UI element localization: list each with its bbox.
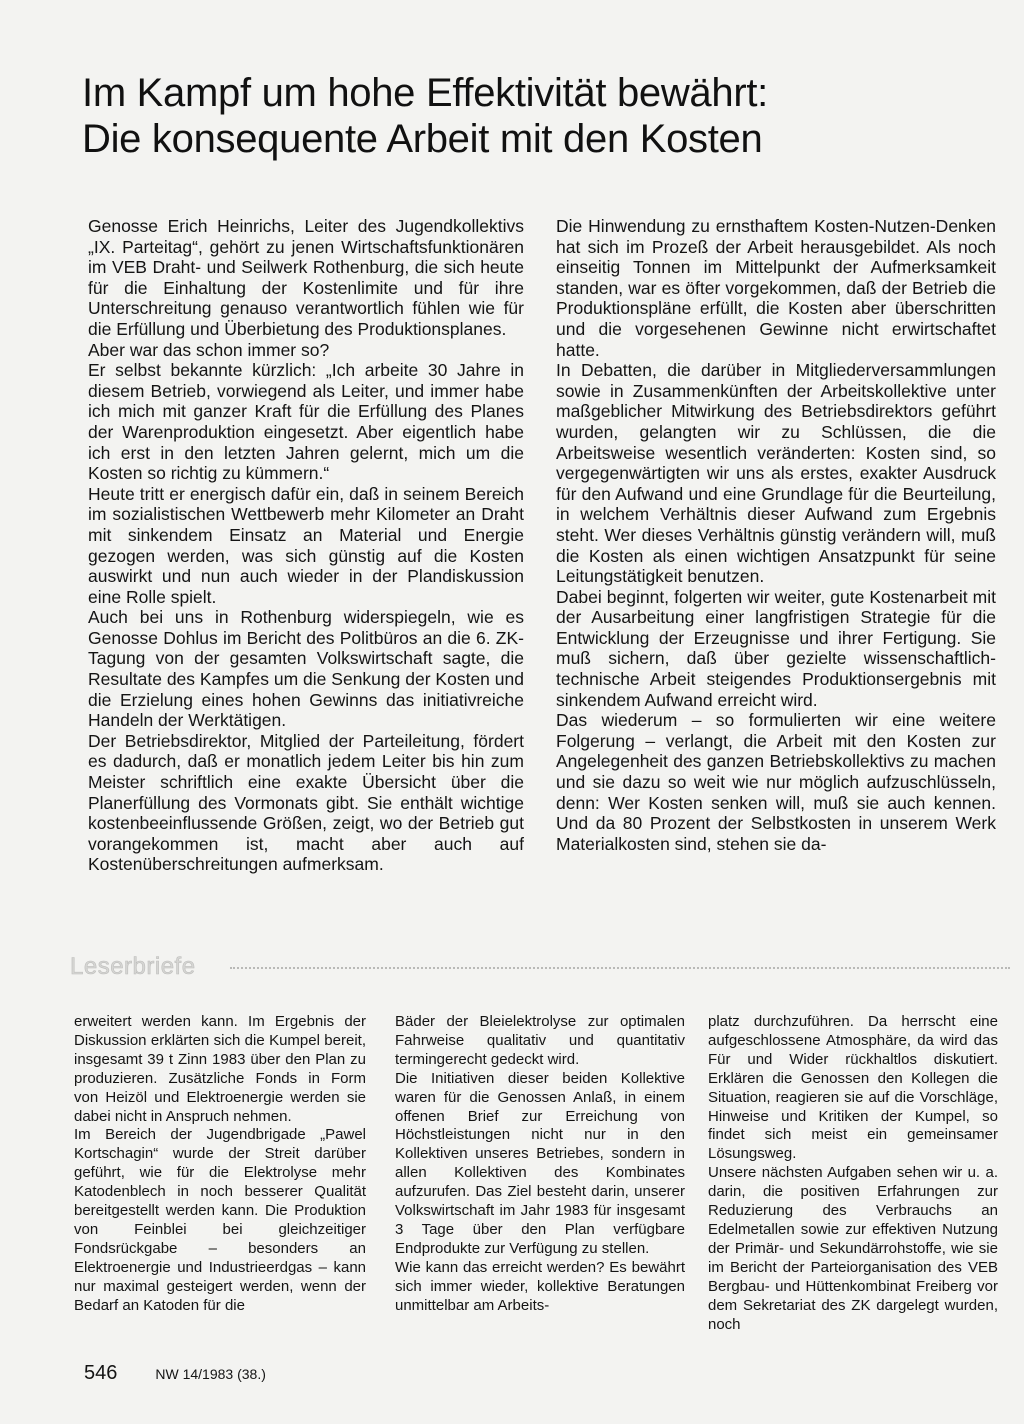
article-column-left [88,216,524,875]
article-column-right [556,216,996,854]
page-footer [84,1362,266,1386]
paragraph: Aber war das schon immer so? [88,339,330,360]
headline-line-1: Im Kampf um hohe Effektivität bewährt: [82,71,768,115]
article-headline [82,70,982,162]
paragraph: Heute tritt er energisch dafür ein, daß in seinem Bereich im sozialistischen Wettbewerb mehr Kilometer an Draht mit sinkendem Einsatz an Material und Energie gezogen werden, was sich günstig auf die Kosten auswirkt und nun auch wieder in der Plandiskussion eine Rolle spielt. [88,483,524,607]
paragraph: Genosse Erich Heinrichs, Leiter des Jugendkollektivs „IX. Parteitag“, gehört zu jenen Wirtschaftsfunktionären im VEB Draht- und Seilwerk Rothenburg, die sich heute für die Einhaltung der Kostenlimite und für ihre Unterschreitung genauso verantwortlich fühlen wie für die Erfüllung und Überbietung des Produktionsplanes. [88,216,524,339]
paragraph: Unsere nächsten Aufgaben sehen wir u. a. darin, die positiven Erfahrungen zur Reduzierung des Verbrauchs an Edelmetallen sowie zur effektiven Nutzung der Primär- und Sekundärrohstoffe, wie sie im Bericht der Parteiorganisation des VEB Bergbau- und Hüttenkombinat Freiberg vor dem Sekretariat des ZK dargelegt wurden, noch [708,1164,998,1333]
section-label: Leserbriefe [70,953,196,980]
letters-column-2 [395,1013,685,1316]
paragraph: Auch bei uns in Rothenburg widerspiegeln, wie es Genosse Dohlus im Bericht des Politbüros an die 6. ZK-Tagung von der gesamten Volkswirtschaft sagte, die Resultate des Kampfes um die Senkung der Kosten und die Erzielung eines hohen Gewinns das initiativreiche Handeln der Werktätigen. [88,607,524,731]
paragraph: Dabei beginnt, folgerten wir weiter, gute Kostenarbeit mit der Ausarbeitung einer langfristigen Strategie für die Entwicklung der Erzeugnisse und ihrer Fertigung. Sie muß sichern, daß über gezielte wissenschaftlich-technische Arbeit steigendes Produktionsergebnis mit sinkendem Aufwand erreicht wird. [556,586,996,710]
section-header-leserbriefe [70,952,1010,982]
paragraph: Das wiederum – so formulierten wir eine weitere Folgerung – verlangt, die Arbeit mit den Kosten zur Angelegenheit des ganzen Betriebskollektivs zu machen und sie dazu so weit wie nur möglich aufzuschlüsseln, denn: Wer Kosten senken will, muß sie auch kennen. Und da 80 Prozent der Selbstkosten in unserem Werk Materialkosten sind, stehen sie da- [556,710,996,854]
paragraph: Der Betriebsdirektor, Mitglied der Parteileitung, fördert es dadurch, daß er monatlich jedem Leiter bis hin zum Meister schriftlich eine exakte Übersicht über die Planerfüllung des Vormonats gibt. Sie enthält wichtige kostenbeeinflussende Größen, zeigt, wo der Betrieb gut vorangekommen ist, macht aber auch auf Kostenüberschreitungen aufmerksam. [88,730,524,875]
paragraph: Die Hinwendung zu ernsthaftem Kosten-Nutzen-Denken hat sich im Prozeß der Arbeit herausgebildet. Als noch einseitig Tonnen im Mittelpunkt der Aufmerksamkeit standen, war es öfter vorgekommen, daß der Betrieb die Produktionspläne erfüllt, die Kosten aber überschritten und die vorgesehenen Gewinne nicht erwirtschaftet hatte. [556,216,996,360]
paragraph: erweitert werden kann. Im Ergebnis der Diskussion erklärten sich die Kumpel bereit, insgesamt 39 t Zinn 1983 über den Plan zu produzieren. Zusätzliche Fonds in Form von Heizöl und Elektroenergie werden sie dabei nicht in Anspruch nehmen. [74,1013,366,1125]
page-number: 546 [84,1362,118,1384]
letters-column-1 [74,1013,366,1316]
headline-line-2: Die konsequente Arbeit mit den Kosten [82,117,763,161]
paragraph: Die Initiativen dieser beiden Kollektive waren für die Genossen Anlaß, in einem offenen Brief zur Erreichung von Höchstleistungen nicht nur in den Kollektiven unseres Betriebes, sondern in allen Kollektiven des Kombinates aufzurufen. Das Ziel besteht darin, unserer Volkswirtschaft im Jahr 1983 für insgesamt 3 Tage über den Plan verfügbare Endprodukte zur Verfügung zu stellen. [395,1069,685,1257]
section-divider [230,967,1010,969]
issue-reference: NW 14/1983 (38.) [155,1366,266,1382]
paragraph: Im Bereich der Jugendbrigade „Pawel Kortschagin“ wurde der Streit darüber geführt, wie für die Elektrolyse mehr Katodenblech in noch besserer Qualität bereitgestellt werden kann. Die Produktion von Feinblei bei gleichzeitiger Fondsrückgabe – besonders an Elektroenergie und Industrieerdgas – kann nur maximal gesteigert werden, wenn der Bedarf an Katoden für die [74,1126,366,1314]
paragraph: Wie kann das erreicht werden? Es bewährt sich immer wieder, kollektive Beratungen unmittelbar am Arbeits- [395,1258,685,1314]
paragraph: platz durchzuführen. Da herrscht eine aufgeschlossene Atmosphäre, da wird das Für und Wider rückhaltlos diskutiert. Erklären die Genossen den Kollegen die Situation, reagieren sie auf die Vorschläge, Hinweise und Kritiken der Kumpel, so findet sich meist ein gemeinsamer Lösungsweg. [708,1013,998,1163]
paragraph: Er selbst bekannte kürzlich: „Ich arbeite 30 Jahre in diesem Betrieb, vorwiegend als Leiter, und immer habe ich mich mit ganzer Kraft für die Erfüllung des Planes der Warenproduktion eingesetzt. Aber eigentlich habe ich erst in den letzten Jahren gelernt, mich um die Kosten so richtig zu kümmern.“ [88,360,524,484]
paragraph: Bäder der Bleielektrolyse zur optimalen Fahrweise qualitativ und quantitativ termingerecht gedeckt wird. [395,1013,685,1068]
paragraph: In Debatten, die darüber in Mitgliederversammlungen sowie in Zusammenkünften der Arbeitskollektive unter maßgeblicher Mitwirkung des Betriebsdirektors geführt wurden, gelangten wir zu Schlüssen, die die Arbeitsweise wesentlich veränderten: Kosten sind, so vergegenwärtigten wir uns als erstes, exakter Ausdruck für den Aufwand und eine Grundlage für die Beurteilung, in welchem Verhältnis dieser Aufwand zum Ergebnis steht. Wer dieses Verhältnis günstig verändern will, muß die Kosten als einen wichtigen Ansatzpunkt für seine Leitungstätigkeit benutzen. [556,360,996,587]
letters-column-3 [708,1013,998,1334]
